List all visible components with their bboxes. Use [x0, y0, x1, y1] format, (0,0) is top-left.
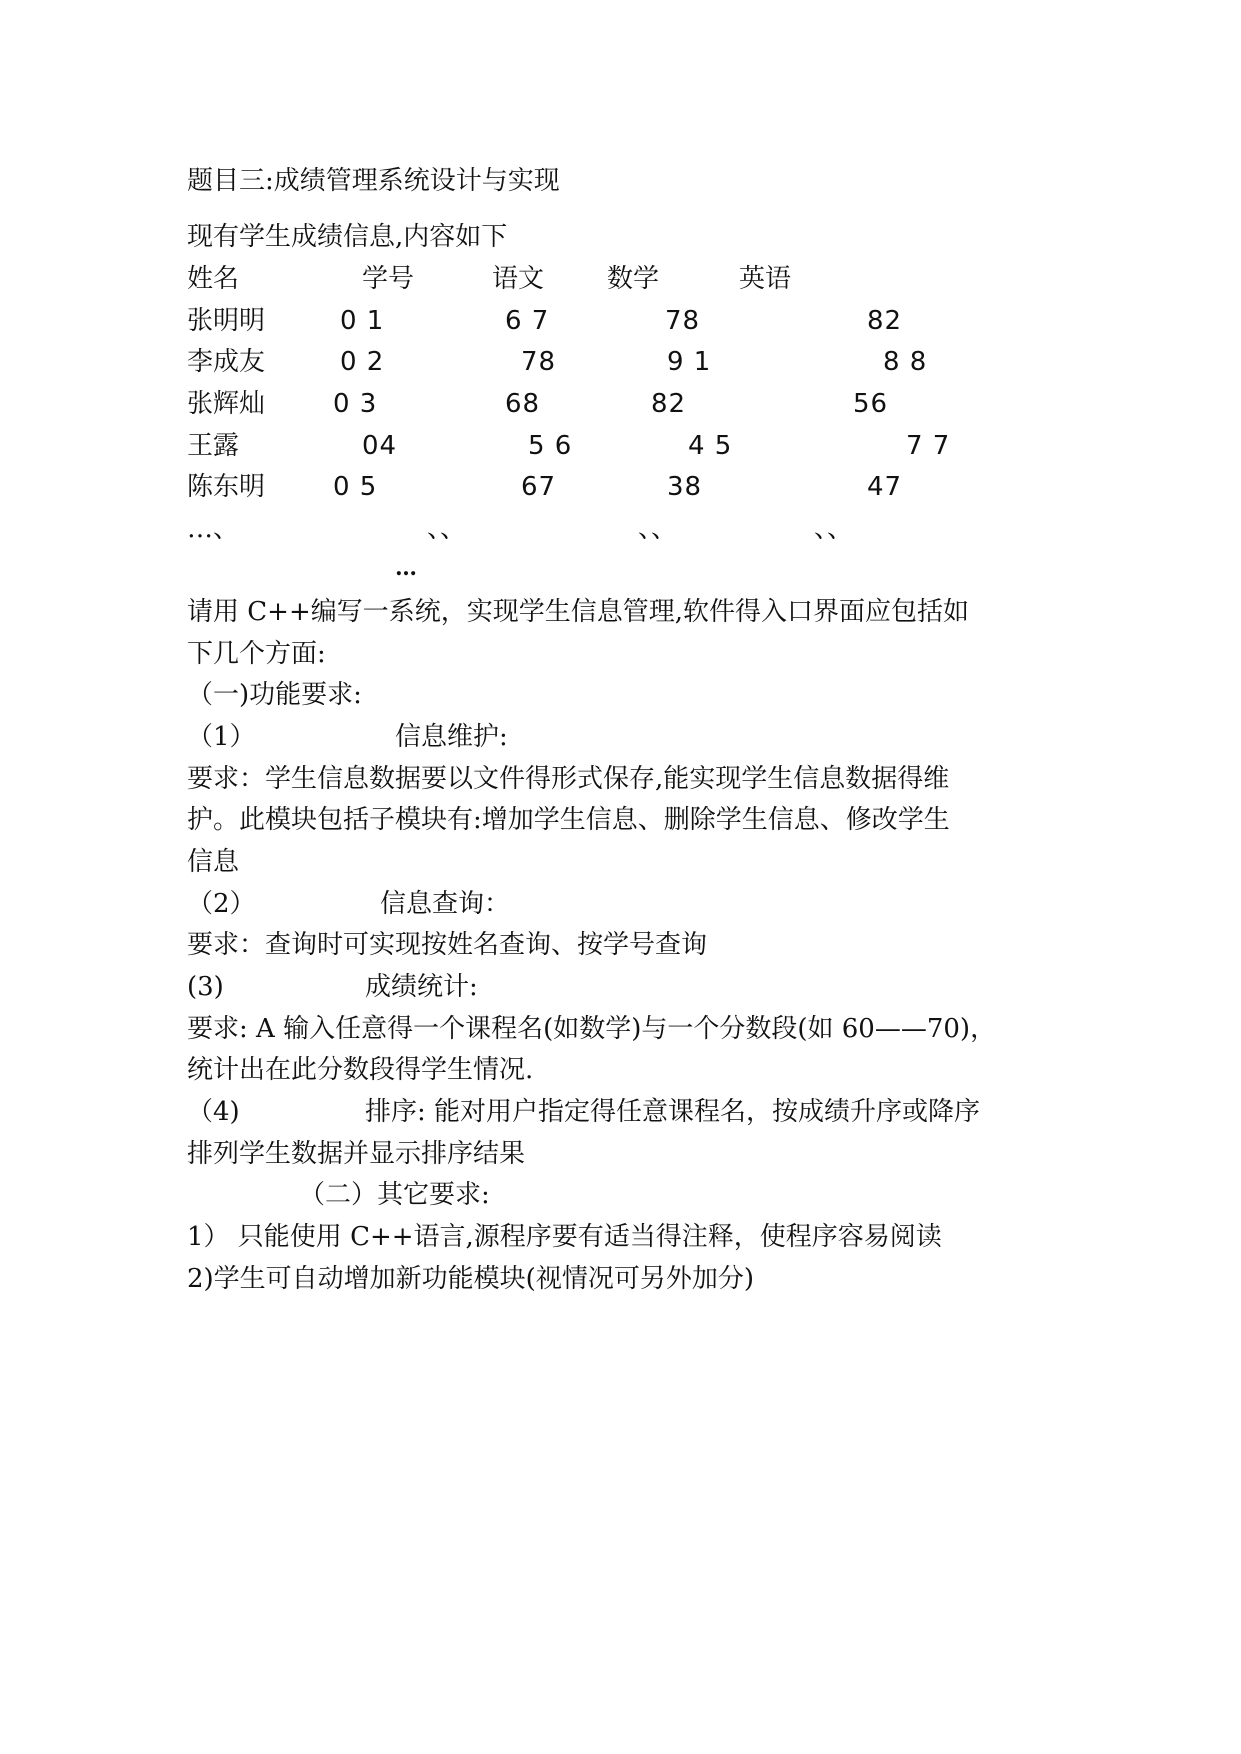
item-number: （1） [187, 722, 256, 752]
item-title: 信息维护: [395, 722, 508, 752]
table-row-math: 82 [651, 389, 687, 419]
table-row-id: 04 [362, 431, 398, 461]
section-heading: （二）其它要求: [299, 1180, 490, 1210]
item-title: 成绩统计: [365, 972, 478, 1002]
table-row-id: 0 5 [333, 472, 378, 502]
table-row-chinese: 5 6 [528, 431, 573, 461]
item-number: （2） [187, 889, 256, 919]
col-header-id: 学号 [362, 264, 415, 294]
table-row-id: 0 3 [333, 389, 378, 419]
table-row-math: 9 1 [667, 347, 712, 377]
document-title: 题目三:成绩管理系统设计与实现 [187, 166, 560, 196]
table-ellipsis: 、、 [427, 514, 467, 544]
section-heading: （一)功能要求: [187, 680, 362, 710]
item-desc-line: 要求：查询时可实现按姓名查询、按学号查询 [187, 930, 708, 960]
table-row-name: 王露 [187, 431, 240, 461]
table-row-english: 7 7 [906, 431, 951, 461]
intro-text: 现有学生成绩信息,内容如下 [187, 222, 508, 252]
table-row-chinese: 6 7 [505, 306, 550, 336]
item-title: 排序: 能对用户指定得任意课程名，按成绩升序或降序 [365, 1097, 981, 1127]
table-row-name: 李成友 [187, 347, 266, 377]
table-row-english: 47 [867, 472, 903, 502]
list-item: 2)学生可自动增加新功能模块(视情况可另外加分) [187, 1264, 754, 1294]
requirement-line: 请用 C++编写一系统，实现学生信息管理,软件得入口界面应包括如 [187, 597, 969, 627]
table-row-id: 0 1 [340, 306, 385, 336]
table-row-english: 56 [853, 389, 889, 419]
table-ellipsis: …、 [187, 514, 240, 544]
item-desc-line: 要求: A 输入任意得一个课程名(如数学)与一个分数段(如 60——70)， [187, 1014, 997, 1044]
table-row-name: 陈东明 [187, 472, 266, 502]
item-desc-line: 排列学生数据并显示排序结果 [187, 1139, 526, 1169]
item-desc-line: 要求：学生信息数据要以文件得形式保存,能实现学生信息数据得维 [187, 764, 950, 794]
item-number: （4) [187, 1097, 240, 1127]
item-title: 信息查询： [380, 889, 511, 919]
table-row-name: 张辉灿 [187, 389, 266, 419]
item-desc-line: 统计出在此分数段得学生情况. [187, 1055, 534, 1085]
table-row-english: 8 8 [883, 347, 928, 377]
col-header-english: 英语 [739, 264, 792, 294]
table-row-math: 38 [667, 472, 703, 502]
table-row-id: 0 2 [340, 347, 385, 377]
col-header-name: 姓名 [187, 264, 240, 294]
table-row-chinese: 67 [521, 472, 557, 502]
table-row-name: 张明明 [187, 306, 266, 336]
col-header-chinese: 语文 [492, 264, 545, 294]
table-row-chinese: 78 [521, 347, 557, 377]
requirement-line: 下几个方面: [187, 639, 326, 669]
list-item: 1） 只能使用 C++语言,源程序要有适当得注释，使程序容易阅读 [187, 1222, 942, 1252]
table-row-english: 82 [867, 306, 903, 336]
table-ellipsis-bottom: … [395, 555, 417, 581]
table-row-chinese: 68 [505, 389, 541, 419]
table-ellipsis: 、、 [814, 514, 854, 544]
table-row-math: 78 [665, 306, 701, 336]
col-header-math: 数学 [607, 264, 660, 294]
item-desc-line: 护。此模块包括子模块有:增加学生信息、删除学生信息、修改学生 [187, 805, 950, 835]
item-number: (3) [187, 972, 224, 1002]
table-row-math: 4 5 [688, 431, 733, 461]
item-desc-line: 信息 [187, 847, 240, 877]
table-ellipsis: 、、 [638, 514, 678, 544]
